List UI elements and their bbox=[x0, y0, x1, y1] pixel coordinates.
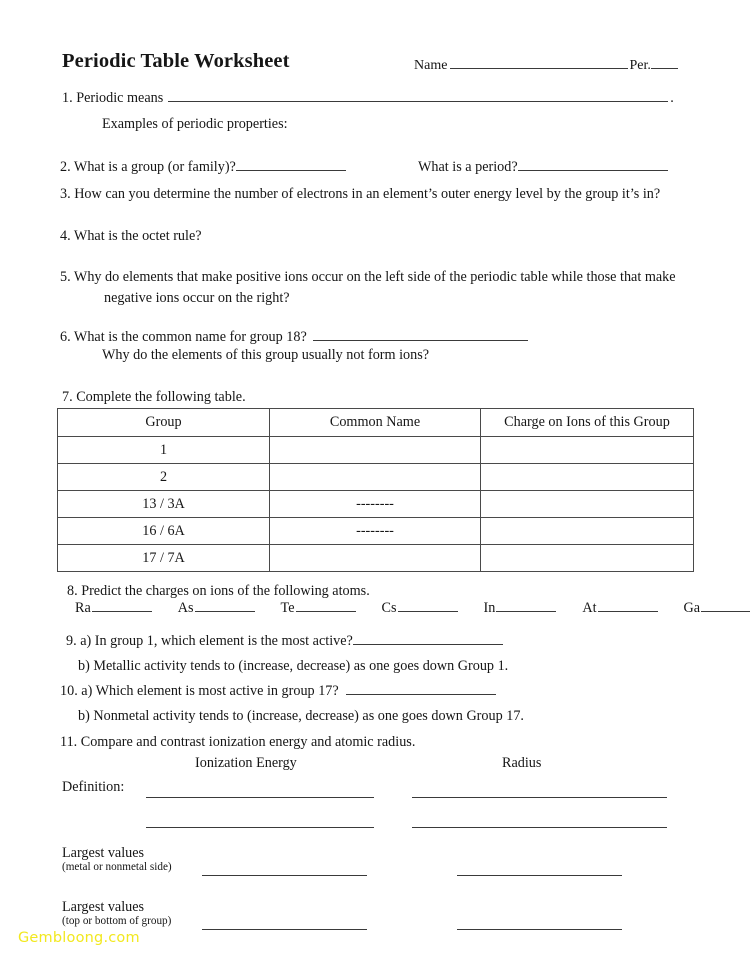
question-2-period-text: What is a period? bbox=[418, 159, 518, 175]
table-row bbox=[58, 491, 694, 518]
table-cell-group: 17 / 7A bbox=[58, 545, 270, 572]
question-5 bbox=[60, 267, 680, 309]
table-cell-charge[interactable] bbox=[481, 491, 694, 518]
table-cell-group: 1 bbox=[58, 437, 270, 464]
table-header-common-name: Common Name bbox=[270, 409, 481, 437]
table-cell-common-name[interactable] bbox=[270, 545, 481, 572]
question-9a bbox=[66, 631, 503, 651]
question-8 bbox=[67, 581, 370, 601]
question-10a-text: 10. a) Which element is most active in group 17? bbox=[60, 683, 339, 699]
comparison-row-largest-values-side bbox=[62, 839, 690, 889]
element-charge-blank[interactable] bbox=[296, 611, 356, 612]
table-cell-common-name: -------- bbox=[270, 491, 481, 518]
question-1-period: . bbox=[670, 90, 674, 106]
largest-values-side-ionization-blank[interactable] bbox=[202, 875, 367, 876]
comparison-row-definition-line2 bbox=[62, 807, 690, 839]
table-cell-group: 13 / 3A bbox=[58, 491, 270, 518]
question-6-blank[interactable] bbox=[313, 340, 528, 341]
largest-values-side-main: Largest values bbox=[62, 845, 145, 861]
question-1-blank[interactable] bbox=[168, 101, 668, 102]
element-charge-blank[interactable] bbox=[496, 611, 556, 612]
table-cell-group: 16 / 6A bbox=[58, 518, 270, 545]
table-cell-group: 2 bbox=[58, 464, 270, 491]
largest-values-group-ionization-blank[interactable] bbox=[202, 929, 367, 930]
table-row bbox=[58, 437, 694, 464]
element-charge-blank[interactable] bbox=[195, 611, 255, 612]
question-5-text: 5. Why do elements that make positive ions occur on the left side of the periodic table while those that make negative ions occur on the right? bbox=[60, 269, 676, 306]
question-7-text: 7. Complete the following table. bbox=[62, 389, 246, 405]
question-2 bbox=[60, 157, 346, 177]
element-charge-blank[interactable] bbox=[701, 611, 750, 612]
definition-radius-blank-2[interactable] bbox=[412, 827, 667, 828]
question-1-subprompt-text: Examples of periodic properties: bbox=[102, 116, 288, 132]
element-symbol: Te bbox=[280, 600, 295, 616]
element-symbol: At bbox=[582, 600, 597, 616]
question-2-period-blank[interactable] bbox=[518, 170, 668, 171]
question-2-period-part bbox=[418, 157, 668, 177]
question-10b-text: b) Nonmetal activity tends to (increase, decrease) as one goes down Group 17. bbox=[78, 708, 524, 724]
period-input-blank[interactable] bbox=[651, 68, 678, 69]
largest-values-group-main: Largest values bbox=[62, 899, 145, 915]
largest-values-side-radius-blank[interactable] bbox=[457, 875, 622, 876]
site-watermark: Gembloong.com bbox=[18, 930, 140, 946]
name-period-field-group bbox=[414, 58, 678, 74]
question-10a-blank[interactable] bbox=[346, 694, 496, 695]
element-charge-blank[interactable] bbox=[598, 611, 658, 612]
largest-values-group-sub: (top or bottom of group) bbox=[62, 915, 172, 927]
question-9a-blank[interactable] bbox=[353, 644, 503, 645]
period-label: Per. bbox=[629, 58, 651, 73]
table-header-charge: Charge on Ions of this Group bbox=[481, 409, 694, 437]
question-6-subprompt bbox=[102, 345, 429, 365]
comparison-label-largest-values-side bbox=[62, 845, 172, 874]
page-title: Periodic Table Worksheet bbox=[62, 50, 290, 72]
element-symbol: Ra bbox=[75, 600, 91, 616]
question-4-text: 4. What is the octet rule? bbox=[60, 228, 202, 244]
question-7 bbox=[62, 387, 246, 407]
table-cell-charge[interactable] bbox=[481, 545, 694, 572]
question-8-element-row bbox=[75, 600, 701, 617]
comparison-heading-ionization-energy: Ionization Energy bbox=[195, 755, 297, 771]
table-cell-common-name[interactable] bbox=[270, 437, 481, 464]
table-row bbox=[58, 464, 694, 491]
question-11 bbox=[60, 732, 415, 752]
question-3 bbox=[60, 184, 660, 204]
periodic-groups-table bbox=[57, 408, 694, 572]
question-3-text: 3. How can you determine the number of electrons in an element’s outer energy level by the group it’s in? bbox=[60, 186, 661, 202]
table-cell-common-name[interactable] bbox=[270, 464, 481, 491]
element-symbol: In bbox=[483, 600, 496, 616]
element-symbol: As bbox=[177, 600, 194, 616]
question-10b bbox=[78, 706, 524, 726]
question-9b bbox=[78, 656, 508, 676]
element-entry-as bbox=[178, 600, 255, 617]
question-1-subprompt bbox=[102, 114, 288, 134]
question-2-group-text: 2. What is a group (or family)? bbox=[60, 159, 236, 175]
question-6 bbox=[60, 327, 528, 347]
comparison-column-headings bbox=[62, 755, 690, 777]
comparison-label-definition: Definition: bbox=[62, 779, 125, 795]
element-entry-te bbox=[281, 600, 356, 617]
table-cell-charge[interactable] bbox=[481, 518, 694, 545]
comparison-label-largest-values-group bbox=[62, 899, 171, 928]
comparison-row-definition bbox=[62, 777, 690, 807]
name-input-blank[interactable] bbox=[450, 68, 628, 69]
element-entry-ga bbox=[684, 600, 750, 617]
comparison-row-largest-values-group bbox=[62, 889, 690, 939]
comparison-block bbox=[62, 755, 690, 939]
definition-radius-blank-1[interactable] bbox=[412, 797, 667, 798]
question-6-text: 6. What is the common name for group 18? bbox=[60, 329, 307, 345]
table-cell-charge[interactable] bbox=[481, 464, 694, 491]
table-header-row bbox=[58, 409, 694, 437]
definition-ionization-blank-1[interactable] bbox=[146, 797, 374, 798]
table-row bbox=[58, 545, 694, 572]
element-charge-blank[interactable] bbox=[92, 611, 152, 612]
table-cell-common-name: -------- bbox=[270, 518, 481, 545]
largest-values-group-radius-blank[interactable] bbox=[457, 929, 622, 930]
question-2-group-blank[interactable] bbox=[236, 170, 346, 171]
comparison-heading-radius: Radius bbox=[502, 755, 542, 771]
element-entry-ra bbox=[75, 600, 152, 617]
table-row bbox=[58, 518, 694, 545]
element-entry-cs bbox=[382, 600, 458, 617]
worksheet-header bbox=[62, 50, 687, 80]
question-8-text: 8. Predict the charges on ions of the following atoms. bbox=[67, 583, 370, 599]
question-9a-text: 9. a) In group 1, which element is the most active? bbox=[66, 633, 353, 649]
element-entry-in bbox=[484, 600, 557, 617]
definition-ionization-blank-2[interactable] bbox=[146, 827, 374, 828]
element-symbol: Ga bbox=[683, 600, 701, 616]
question-9b-text: b) Metallic activity tends to (increase, decrease) as one goes down Group 1. bbox=[78, 658, 509, 674]
question-10a bbox=[60, 681, 496, 701]
question-1-text: 1. Periodic means bbox=[62, 90, 164, 106]
element-charge-blank[interactable] bbox=[398, 611, 458, 612]
table-cell-charge[interactable] bbox=[481, 437, 694, 464]
element-symbol: Cs bbox=[381, 600, 397, 616]
question-1 bbox=[62, 88, 674, 108]
largest-values-side-sub: (metal or nonmetal side) bbox=[62, 861, 172, 873]
question-4 bbox=[60, 226, 202, 246]
table-header-group: Group bbox=[58, 409, 270, 437]
element-entry-at bbox=[582, 600, 657, 617]
question-11-text: 11. Compare and contrast ionization energy and atomic radius. bbox=[60, 734, 416, 750]
name-label: Name bbox=[414, 58, 448, 73]
question-6-subprompt-text: Why do the elements of this group usually not form ions? bbox=[102, 347, 430, 363]
